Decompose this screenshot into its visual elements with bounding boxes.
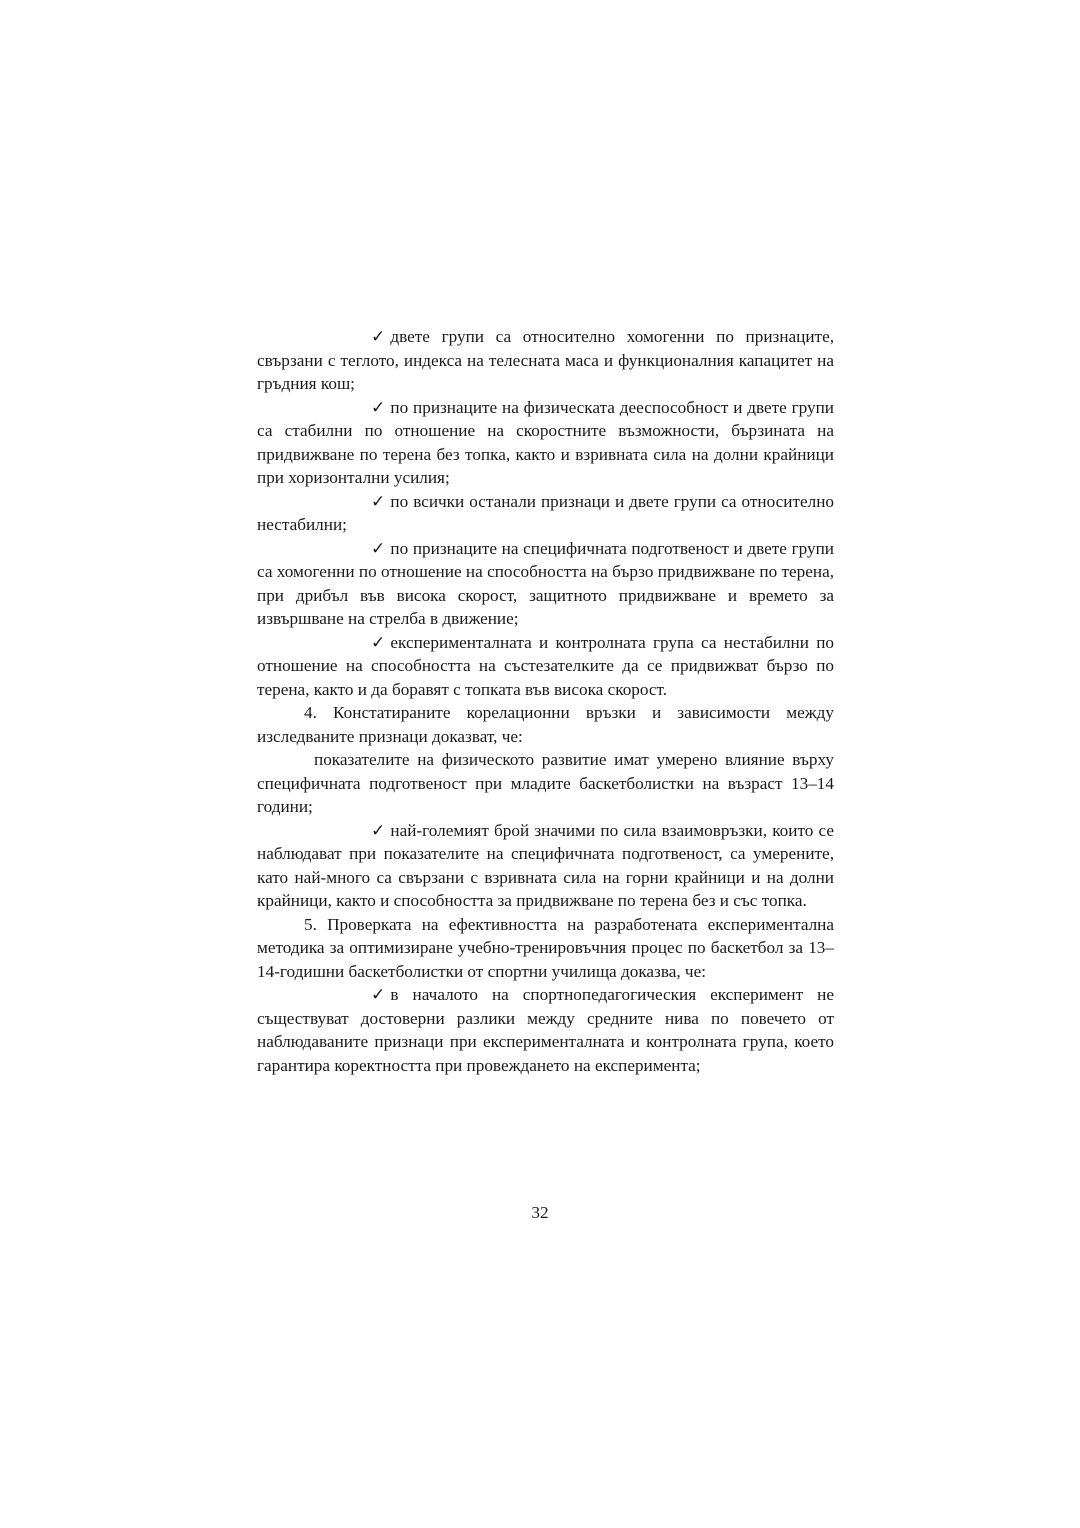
- paragraph-text: 5. Проверката на ефективността на разработената експериментална методика за оптимизиране учебно-тренировъчния процес по баскетбол за 13–14-годишни баскетболистки от спортни училища доказва, че:: [257, 914, 834, 981]
- paragraph-text: показателите на физическото развитие имат умерено влияние върху специфичната подготвеност при младите баскетболистки на възраст 13–14 години;: [257, 750, 834, 816]
- page-number: 32: [531, 1203, 549, 1222]
- paragraph-text: по всички останали признаци и двете групи са относително нестабилни;: [257, 491, 834, 534]
- checkmark-icon: ✓: [371, 538, 386, 558]
- checkmark-icon: ✓: [371, 491, 386, 511]
- checkmark-icon: ✓: [371, 632, 386, 652]
- paragraph-text: експерименталната и контролната група са нестабилни по отношение на способността на състезателките да се придвижват бързо по терена, както и да боравят с топката във висока скорост.: [257, 632, 834, 699]
- paragraph-text: двете групи са относително хомогенни по признаците, свързани с теглото, индекса на телесната маса и функционалния капацитет на гръдния кош;: [257, 327, 834, 393]
- numbered-paragraph: [257, 701, 834, 748]
- paragraph-text: в началото на спортнопедагогическия експеримент не съществуват достоверни разлики между средните нива по повечето от наблюдаваните признаци при експерименталната и контролната група, което гарантира коректността при провеждането на експеримента;: [257, 985, 834, 1075]
- bullet-paragraph: [257, 325, 834, 396]
- checkmark-icon: ✓: [371, 327, 386, 346]
- plain-paragraph: [257, 748, 834, 819]
- bullet-paragraph: [257, 537, 834, 631]
- paragraph-text: 4. Констатираните корелационни връзки и зависимости между изследваните признаци доказват, че:: [257, 703, 834, 746]
- paragraph-text: най-големият брой значими по сила взаимовръзки, които се наблюдават при показателите на специфичната подготвеност, са умерените, като най-много са свързани с взривната сила на горни крайници и на долни крайници, както и способността за придвижване по терена без и със топка.: [257, 820, 834, 910]
- bullet-paragraph: [257, 396, 834, 490]
- checkmark-icon: ✓: [371, 820, 386, 840]
- paragraph-text: по признаците на физическата дееспособност и двете групи са стабилни по отношение на скоростните възможности, бързината на придвижване по терена без топка, както и взривната сила на долни крайници при хоризонтални усилия;: [257, 397, 834, 487]
- bullet-paragraph: [257, 983, 834, 1077]
- paragraph-text: по признаците на специфичната подготвеност и двете групи са хомогенни по отношение на способността на бързо придвижване по терена, при дрибъл във висока скорост, защитното придвижване и времето за извършване на стрелба в движение;: [257, 538, 834, 628]
- bullet-paragraph: [257, 490, 834, 537]
- checkmark-icon: ✓: [371, 985, 386, 1004]
- numbered-paragraph: [257, 913, 834, 984]
- body-text: [257, 325, 834, 1077]
- checkmark-icon: ✓: [371, 397, 386, 417]
- bullet-paragraph: [257, 819, 834, 913]
- bullet-paragraph: [257, 631, 834, 702]
